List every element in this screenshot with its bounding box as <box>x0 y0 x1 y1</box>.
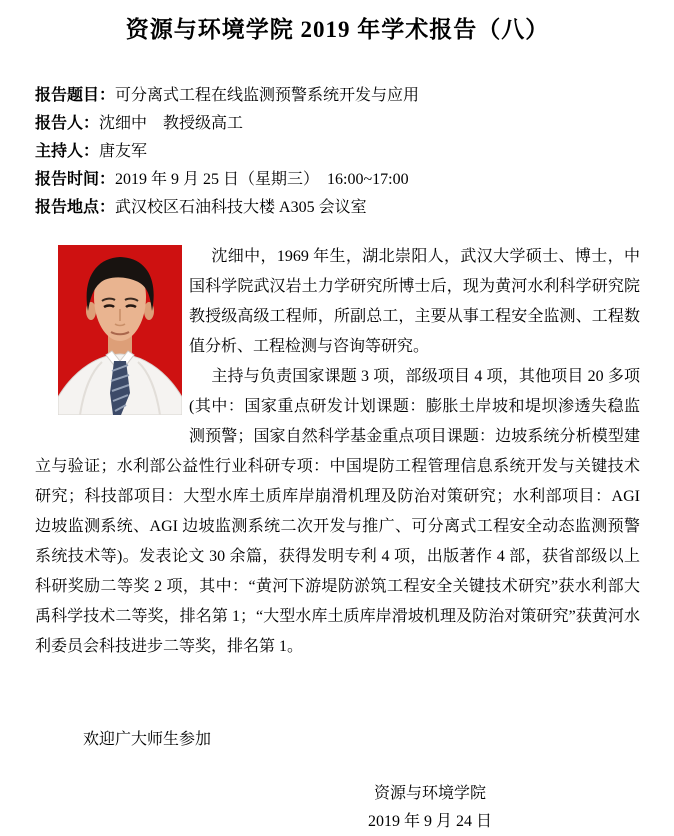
info-value: 唐友军 <box>99 143 148 160</box>
signature-name: 资源与环境学院 <box>373 785 486 802</box>
info-label: 报告人： <box>35 115 100 132</box>
page-title: 资源与环境学院 2019 年学术报告（八） <box>125 17 550 42</box>
bio-paragraph-1: 沈细中，1969 年生，湖北崇阳人，武汉大学硕士、博士，中国科学院武汉岩土力学研究所博士后，现为黄河水利科学研究院教授级高级工程师，所副总工，主要从事工程安全监测、工程数值分析、工程检测与咨询等研究。 <box>189 248 640 355</box>
bio-paragraph-2: 主持与负责国家课题 3 项，部级项目 4 项，其他项目 20 多项(其中：国家重点研发计划课题：膨胀土岸坡和堤坝渗透失稳监测预警；国家自然科学基金重点项目课题：边坡系统分析模型建立与验证；水利部公益性行业科研专项：中国堤防工程管理信息系统开发与关键技术研究；科技部项目：大型水库土质库岸崩滑机理及防治对策研究；水利部项目：AGI 边坡监测系统、AGI 边坡监测系统二次开发与推广、可分离式工程安全动态监测预警系统技术等)。发表论文 30 余篇，获得发明专利 4 项，出版著作 4 部，获省部级以上科研奖励二等奖 2 项，其中：“黄河下游堤防淤筑工程安全关键技术研究”获水利部大禹科学技术二等奖，排名第 1；“大型水库土质库岸滑坡机理及防治对策研究”获黄河水利委员会科技进步二等奖，排名第 1。 <box>35 368 640 655</box>
info-row-location <box>35 194 640 222</box>
report-info-section <box>35 82 640 222</box>
info-row-topic <box>35 82 640 110</box>
info-value: 武汉校区石油科技大楼 A305 会议室 <box>115 199 367 216</box>
info-value: 可分离式工程在线监测预警系统开发与应用 <box>115 87 420 104</box>
info-row-speaker <box>35 110 640 138</box>
info-label: 报告时间： <box>35 171 116 188</box>
info-value: 沈细中 教授级高工 <box>99 115 244 132</box>
signature-date: 2019 年 9 月 24 日 <box>367 813 492 830</box>
signature-block <box>280 780 580 836</box>
biography-section <box>35 242 640 662</box>
info-label: 报告题目： <box>35 87 116 104</box>
info-label: 报告地点： <box>35 199 116 216</box>
info-value: 2019 年 9 月 25 日（星期三） 16:00~17:00 <box>115 171 409 188</box>
info-label: 主持人： <box>35 143 100 160</box>
speaker-photo <box>58 245 182 415</box>
info-row-host <box>35 138 640 166</box>
info-row-time <box>35 166 640 194</box>
welcome-line: 欢迎广大师生参加 <box>83 731 212 748</box>
speaker-portrait-image <box>58 245 182 415</box>
